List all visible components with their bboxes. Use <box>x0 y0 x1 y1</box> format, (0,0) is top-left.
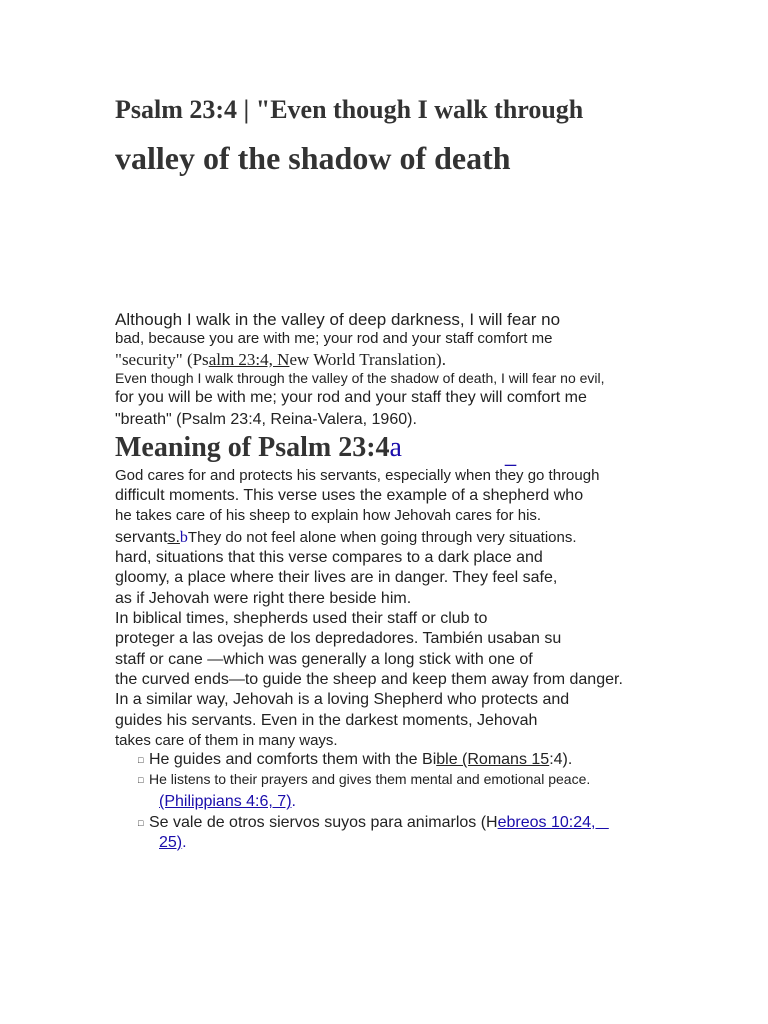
meaning-line-10: staff or cane —which was generally a long stick with one of <box>115 651 533 668</box>
bullet-marker: □ <box>138 817 144 828</box>
bullet-item-3 <box>138 814 609 832</box>
meaning-line-4 <box>115 529 577 547</box>
quote-1-citation-link[interactable]: alm 23:4, N <box>208 350 290 369</box>
meaning-line-9: proteger a las ovejas de los depredadores. También usaban su <box>115 630 562 647</box>
servants-text: servant <box>115 529 168 546</box>
footnote-link-b[interactable]: b <box>179 529 188 546</box>
bullet-marker: □ <box>138 754 144 765</box>
bullet-1-text: He guides and comforts them with the Bi <box>149 751 437 768</box>
meaning-line-6: gloomy, a place where their lives are in danger. They feel safe, <box>115 569 558 586</box>
quote-1-line-3 <box>115 350 446 370</box>
quote-2-line-1: Even though I walk through the valley of the shadow of death, I will fear no evil, <box>115 370 605 386</box>
quote-1-citation-end: ew World Translation). <box>289 350 446 369</box>
quote-2-line-2: for you will be with me; your rod and your staff they will comfort me <box>115 389 587 406</box>
bullet-item-2 <box>138 771 590 787</box>
quote-2-line-3: "breath" (Psalm 23:4, Reina-Valera, 1960). <box>115 411 417 428</box>
quote-1-citation-start: "security" (Ps <box>115 350 209 369</box>
meaning-line-1: God cares for and protects his servants, especially when they go through <box>115 467 600 484</box>
quote-1-line-2: bad, because you are with me; your rod and your staff comfort me <box>115 330 553 347</box>
meaning-line-3: he takes care of his sheep to explain how Jehovah cares for his. <box>115 507 542 524</box>
meaning-line-8: In biblical times, shepherds used their staff or club to <box>115 610 488 627</box>
meaning-line-12: In a similar way, Jehovah is a loving Shepherd who protects and <box>115 691 570 708</box>
quote-1-line-1: Although I walk in the valley of deep darkness, I will fear no <box>115 310 561 329</box>
romans-link[interactable]: ble (Romans 15 <box>436 751 550 768</box>
page-title-line-1: Psalm 23:4 | "Even though I walk through <box>115 95 584 124</box>
meaning-line-13: guides his servants. Even in the darkest moments, Jehovah <box>115 712 538 729</box>
meaning-line-7: as if Jehovah were right there beside him. <box>115 590 412 607</box>
servants-rest: They do not feel alone when going through very situations. <box>187 529 577 546</box>
page-title-line-2: valley of the shadow of death <box>115 140 511 176</box>
servants-underlined: s. <box>167 529 180 546</box>
philippians-link[interactable]: (Philippians 4:6, 7) <box>159 793 292 810</box>
bullet-2-reference <box>159 793 296 811</box>
meaning-line-11: the curved ends—to guide the sheep and keep them away from danger. <box>115 671 623 688</box>
hebrews-link-continued[interactable]: 25) <box>159 834 183 851</box>
hebrews-end: . <box>182 834 187 851</box>
meaning-line-2: difficult moments. This verse uses the example of a shepherd who <box>115 487 584 504</box>
meaning-heading-text: Meaning of Psalm 23:4 <box>115 432 390 463</box>
bullet-3-text: Se vale de otros siervos suyos para animarlos (H <box>149 814 498 831</box>
bullet-1-end: :4). <box>549 751 573 768</box>
bullet-2-text: He listens to their prayers and gives them mental and emotional peace. <box>149 771 591 787</box>
hebrews-link-pad[interactable] <box>595 814 608 831</box>
meaning-line-14: takes care of them in many ways. <box>115 732 338 749</box>
meaning-line-5: hard, situations that this verse compares to a dark place and <box>115 549 543 566</box>
footnote-link-underscore[interactable]: _ <box>505 445 517 467</box>
bullet-marker: □ <box>138 775 144 786</box>
bullet-item-1 <box>138 751 572 769</box>
bullet-3-reference <box>159 834 187 852</box>
hebrews-link[interactable]: ebreos 10:24, <box>497 814 596 831</box>
meaning-heading <box>115 432 402 464</box>
footnote-link-a[interactable]: a <box>389 432 402 463</box>
philippians-end: . <box>291 793 296 810</box>
